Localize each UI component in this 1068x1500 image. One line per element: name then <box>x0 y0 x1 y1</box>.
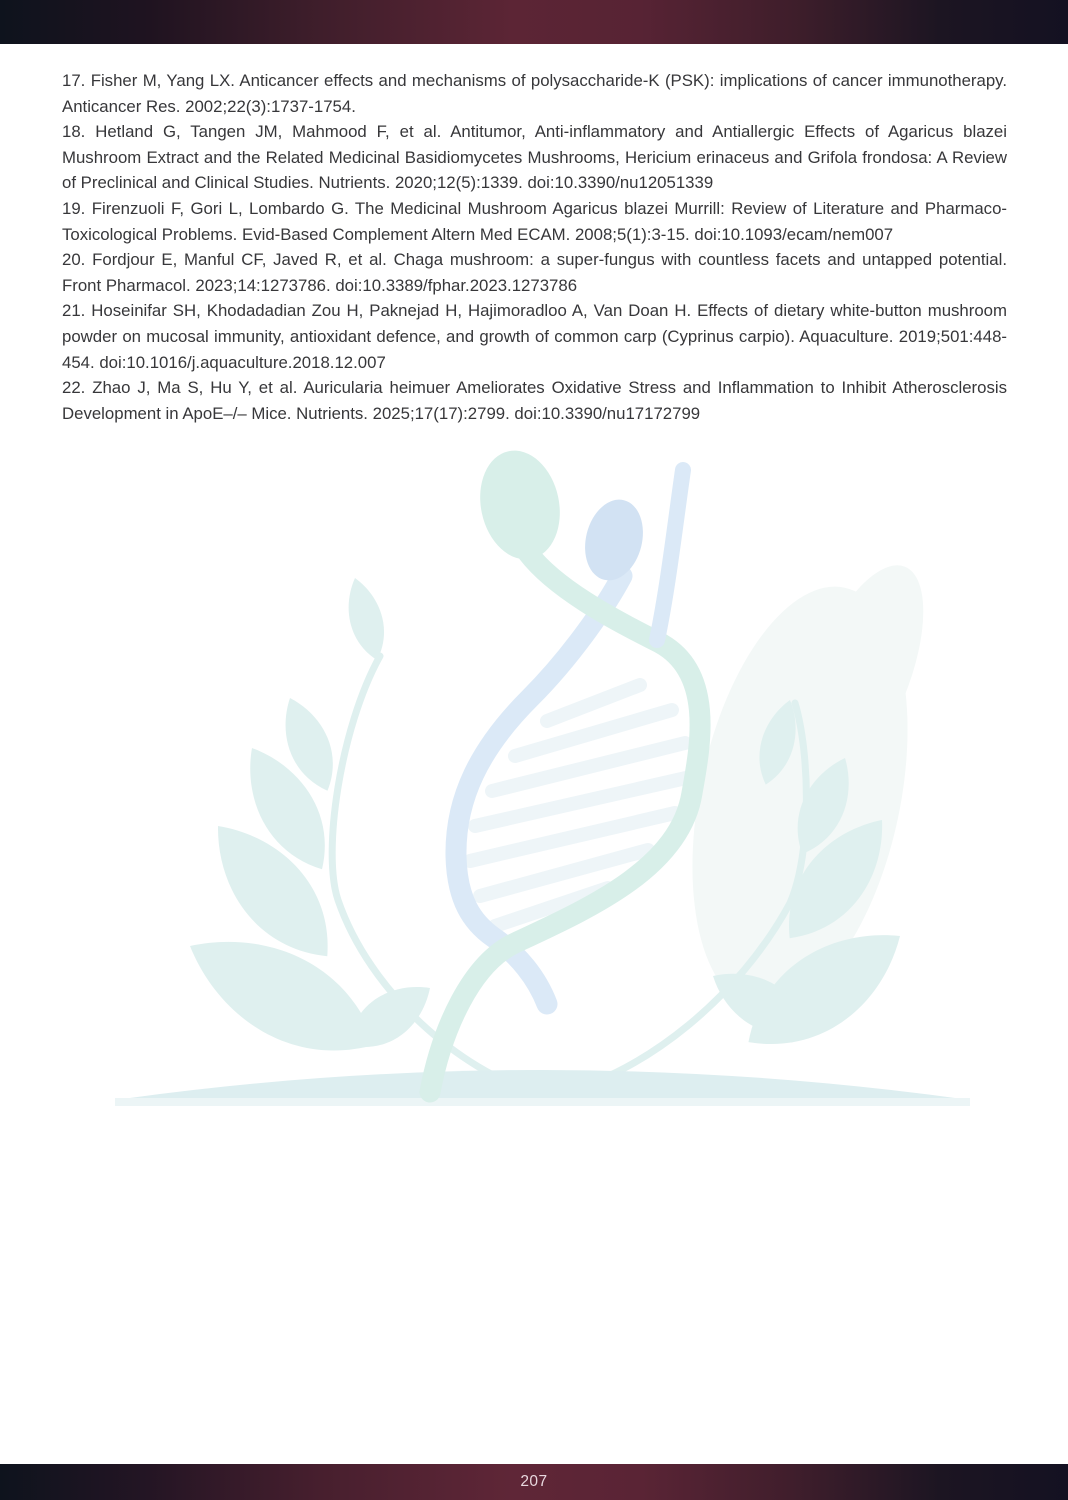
reference-item: 19. Firenzuoli F, Gori L, Lombardo G. The Medicinal Mushroom Agaricus blazei Murrill: Review of Literature and Pharmaco-Toxicological Problems. Evid-Based Complement Altern Med ECAM. 2008;5(1):3-15. doi:10.1093/ecam/nem007 <box>62 198 1007 244</box>
figure-head <box>577 493 651 586</box>
references-list <box>62 68 1007 426</box>
figure-top <box>470 448 651 587</box>
ground-arc <box>115 1070 970 1106</box>
top-border-bar <box>0 0 1068 44</box>
watermark-logo <box>100 448 980 1108</box>
reference-item: 17. Fisher M, Yang LX. Anticancer effects and mechanisms of polysaccharide-K (PSK): implications of cancer immunotherapy. Anticancer Res. 2002;22(3):1737-1754. <box>62 71 1007 116</box>
reference-item: 18. Hetland G, Tangen JM, Mahmood F, et al. Antitumor, Anti-inflammatory and Antiallergic Effects of Agaricus blazei Mushroom Extract and the Related Medicinal Basidiomycetes Mushrooms, Hericium erinaceus and Grifola frondosa: A Review of Preclinical and Clinical Studies. Nutrients. 2020;12(5):1339. doi:10.3390/nu12051339 <box>62 122 1007 193</box>
dna-strands <box>430 470 700 1092</box>
reference-item: 21. Hoseinifar SH, Khodadadian Zou H, Paknejad H, Hajimoradloo A, Van Doan H. Effects of dietary white-button mushroom powder on mucosal immunity, antioxidant defence, and growth of common carp (Cyprinus carpio). Aquaculture. 2019;501:448-454. doi:10.1016/j.aquaculture.2018.12.007 <box>62 301 1007 372</box>
laurel-leaves-right <box>701 696 921 1073</box>
page-number: 207 <box>520 1473 548 1490</box>
reference-item: 22. Zhao J, Ma S, Hu Y, et al. Auricularia heimuer Ameliorates Oxidative Stress and Inflammation to Inhibit Atherosclerosis Development in ApoE–/– Mice. Nutrients. 2025;17(17):2799. doi:10.3390/nu17172799 <box>62 378 1007 423</box>
laurel-leaves-left <box>171 574 443 1081</box>
bottom-border-bar <box>0 1464 1068 1500</box>
dna-rungs <box>470 685 686 926</box>
top-seed-oval <box>470 448 569 567</box>
laurel-stems <box>332 656 806 1093</box>
faint-background-leaf <box>657 549 949 1029</box>
reference-item: 20. Fordjour E, Manful CF, Javed R, et al. Chaga mushroom: a super-fungus with countless facets and untapped potential. Front Pharmacol. 2023;14:1273786. doi:10.3389/fphar.2023.1273786 <box>62 250 1007 295</box>
figure-arm <box>657 470 683 640</box>
